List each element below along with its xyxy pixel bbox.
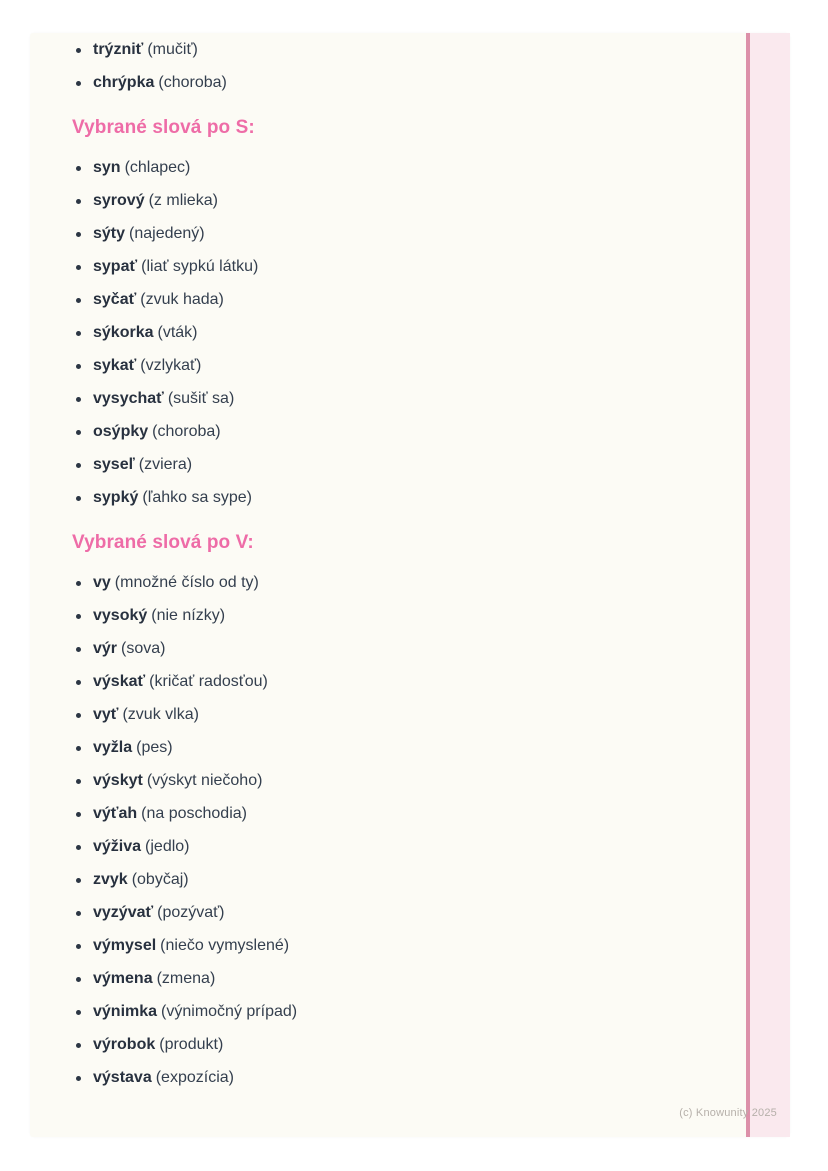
bullet-icon <box>76 977 81 982</box>
term: sýkorka <box>93 324 154 341</box>
note: (z mlieka) <box>148 192 218 209</box>
term: chrýpka <box>93 74 155 91</box>
note: (nie nízky) <box>151 607 226 624</box>
term: výmena <box>93 970 153 987</box>
bullet-icon <box>76 397 81 402</box>
note: (choroba) <box>152 423 221 440</box>
pink-margin-stripe <box>746 33 790 1137</box>
term: vyzývať <box>93 904 154 921</box>
term: výnimka <box>93 1003 158 1020</box>
term: syrový <box>93 192 145 209</box>
list-item <box>72 388 722 410</box>
note: (kričať radosťou) <box>149 673 268 690</box>
note: (liať sypkú látku) <box>141 258 259 275</box>
note: (zvuk vlka) <box>122 706 199 723</box>
list-item <box>72 638 722 660</box>
word-list-s <box>72 157 722 509</box>
term: výrobok <box>93 1036 156 1053</box>
bullet-icon <box>76 746 81 751</box>
note: (zviera) <box>138 456 193 473</box>
section-heading-v: Vybrané slová po V: <box>72 532 254 553</box>
list-item <box>72 671 722 693</box>
note: (vták) <box>157 324 198 341</box>
list-item <box>72 836 722 858</box>
note: (mučiť) <box>147 41 198 58</box>
note: (výnimočný prípad) <box>161 1003 298 1020</box>
bullet-icon <box>76 166 81 171</box>
term: vyť <box>93 706 119 723</box>
term: syn <box>93 159 121 176</box>
knowunity-watermark: (c) Knowunity 2025 <box>679 1107 777 1119</box>
note: (najedený) <box>129 225 205 242</box>
bullet-icon <box>76 199 81 204</box>
bullet-icon <box>76 298 81 303</box>
note: (výskyt niečoho) <box>146 772 263 789</box>
note: (obyčaj) <box>131 871 189 888</box>
list-item <box>72 355 722 377</box>
term: výťah <box>93 805 138 822</box>
bullet-icon <box>76 944 81 949</box>
list-item <box>72 704 722 726</box>
term: zvyk <box>93 871 128 888</box>
bullet-icon <box>76 680 81 685</box>
bullet-icon <box>76 1010 81 1015</box>
word-list-v <box>72 572 722 1089</box>
note: (niečo vymyslené) <box>160 937 290 954</box>
bullet-icon <box>76 581 81 586</box>
list-item <box>72 223 722 245</box>
list-item <box>72 1067 722 1089</box>
list-item <box>72 39 722 61</box>
note: (sova) <box>121 640 166 657</box>
term: syseľ <box>93 456 135 473</box>
note: (zvuk hada) <box>140 291 224 308</box>
bullet-icon <box>76 713 81 718</box>
bullet-icon <box>76 232 81 237</box>
bullet-icon <box>76 48 81 53</box>
term: trýzniť <box>93 41 144 58</box>
note: (produkt) <box>159 1036 224 1053</box>
list-item <box>72 605 722 627</box>
note: (chlapec) <box>124 159 191 176</box>
list-item <box>72 737 722 759</box>
note: (pozývať) <box>157 904 225 921</box>
note: (ľahko sa sype) <box>142 489 252 506</box>
term: syčať <box>93 291 137 308</box>
bullet-icon <box>76 1076 81 1081</box>
section-heading-s: Vybrané slová po S: <box>72 117 255 138</box>
list-item <box>72 454 722 476</box>
note: (sušiť sa) <box>167 390 235 407</box>
list-item <box>72 421 722 443</box>
term: vy <box>93 574 111 591</box>
bullet-icon <box>76 845 81 850</box>
list-item <box>72 869 722 891</box>
term: výr <box>93 640 118 657</box>
bullet-icon <box>76 1043 81 1048</box>
document-page <box>30 33 790 1137</box>
note: (expozícia) <box>155 1069 234 1086</box>
term: výživa <box>93 838 142 855</box>
list-item <box>72 572 722 594</box>
bullet-icon <box>76 81 81 86</box>
bullet-icon <box>76 812 81 817</box>
list-item <box>72 902 722 924</box>
bullet-icon <box>76 779 81 784</box>
list-item <box>72 487 722 509</box>
note: (zmena) <box>156 970 216 987</box>
list-item <box>72 72 722 94</box>
term: sýty <box>93 225 126 242</box>
term: sypký <box>93 489 139 506</box>
note: (množné číslo od ty) <box>114 574 259 591</box>
bullet-icon <box>76 463 81 468</box>
bullet-icon <box>76 496 81 501</box>
term: sypať <box>93 258 138 275</box>
list-item <box>72 256 722 278</box>
bullet-icon <box>76 331 81 336</box>
bullet-icon <box>76 364 81 369</box>
bullet-icon <box>76 430 81 435</box>
note: (vzlykať) <box>140 357 202 374</box>
term: výstava <box>93 1069 152 1086</box>
term: osýpky <box>93 423 149 440</box>
term: výskať <box>93 673 146 690</box>
list-item <box>72 1001 722 1023</box>
term: výmysel <box>93 937 157 954</box>
term: vyžla <box>93 739 133 756</box>
list-item <box>72 935 722 957</box>
list-item <box>72 803 722 825</box>
note: (na poschodia) <box>141 805 247 822</box>
intro-word-list <box>72 39 722 94</box>
bullet-icon <box>76 614 81 619</box>
note: (choroba) <box>158 74 227 91</box>
note: (pes) <box>136 739 173 756</box>
bullet-icon <box>76 265 81 270</box>
term: vysychať <box>93 390 164 407</box>
term: vysoký <box>93 607 148 624</box>
list-item <box>72 968 722 990</box>
list-item <box>72 1034 722 1056</box>
bullet-icon <box>76 911 81 916</box>
note: (jedlo) <box>145 838 190 855</box>
term: sykať <box>93 357 137 374</box>
bullet-icon <box>76 647 81 652</box>
list-item <box>72 289 722 311</box>
list-item <box>72 770 722 792</box>
list-item <box>72 157 722 179</box>
page-content <box>72 33 722 1100</box>
list-item <box>72 322 722 344</box>
bullet-icon <box>76 878 81 883</box>
term: výskyt <box>93 772 143 789</box>
list-item <box>72 190 722 212</box>
